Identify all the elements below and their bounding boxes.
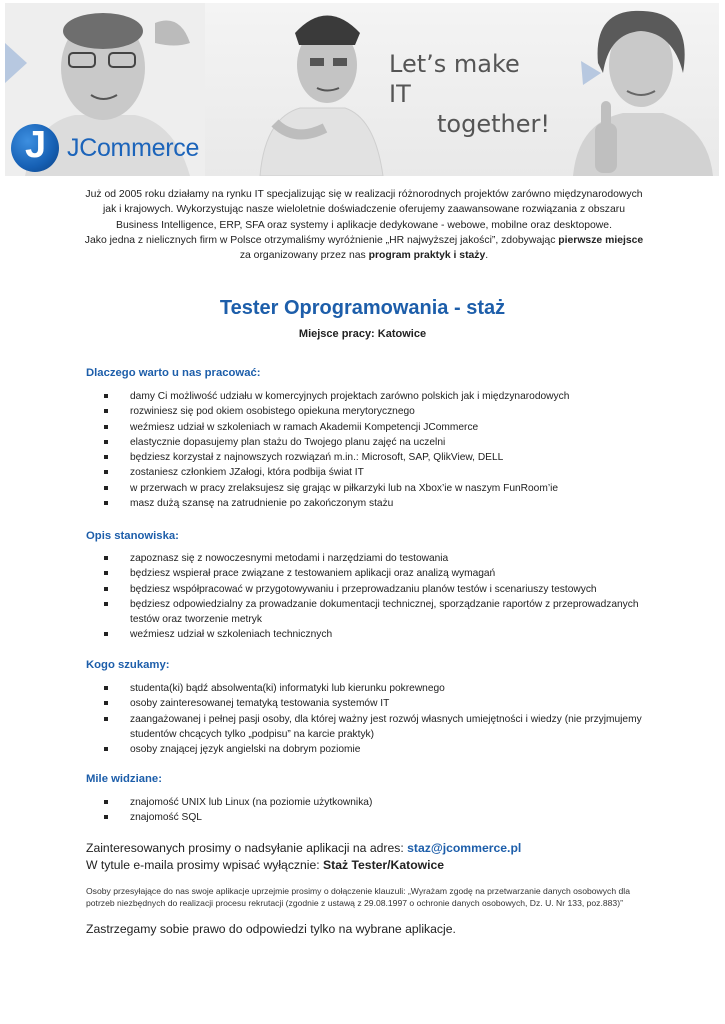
list-item: znajomość SQL bbox=[104, 810, 644, 825]
intro-p2-b: za organizowany przez nas bbox=[239, 250, 369, 262]
contact-subject: Staż Tester/Katowice bbox=[323, 858, 445, 872]
intro-paragraph-1: Już od 2005 roku działamy na rynku IT specjalizując się w realizacji różnorodnych projektów zarówno międzynarodowych jak i krajowych. Wykorzystując nasze wieloletnie doświadczenie oferujemy zaawansowane rozwiązania z obszaru Business Intelligence, ERP, SFA oraz systemy i aplikacje dedykowane - webowe, mobilne oraz desktopowe. bbox=[85, 189, 643, 231]
contact-line-email bbox=[86, 840, 646, 857]
list-item: osoby znającej język angielski na dobrym poziomie bbox=[104, 742, 644, 757]
intro-p2-bold-1: pierwsze miejsce bbox=[558, 234, 644, 246]
list-item: weźmiesz udział w szkoleniach w ramach Akademii Kompetencji JCommerce bbox=[104, 420, 644, 435]
list-item: studenta(ki) bądź absolwenta(ki) informatyki lub kierunku pokrewnego bbox=[104, 681, 644, 696]
list-item: masz dużą szansę na zatrudnienie po zakończonym stażu bbox=[104, 496, 644, 511]
contact-info bbox=[86, 840, 646, 874]
list-item: będziesz odpowiedzialny za prowadzanie dokumentacji technicznej, sporządzanie raportów z przeprowadzanych testów oraz tworzenie metryk bbox=[104, 597, 644, 628]
contact-line-subject bbox=[86, 857, 646, 874]
list-item: będziesz współpracować w przygotowywaniu i przeprowadzaniu planów testów i scenariuszy testowych bbox=[104, 582, 644, 597]
intro-p2-a: Jako jedna z nielicznych firm w Polsce otrzymaliśmy wyróżnienie „HR najwyższej jakości”, zdobywając bbox=[84, 234, 559, 246]
header-banner bbox=[5, 3, 719, 176]
list-item: zaangażowanej i pełnej pasji osoby, dla której ważny jest rozwój własnych umiejętności i wiedzy (nie przyjmujemy studentów chcących tylko „podpisu” na karcie praktyk) bbox=[104, 712, 644, 743]
list-item: damy Ci możliwość udziału w komercyjnych projektach zarówno polskich jak i międzynarodowych bbox=[104, 389, 644, 404]
logo-wordmark: JCommerce bbox=[67, 134, 200, 162]
intro-p2-bold-2: program praktyk i staży bbox=[368, 250, 486, 262]
list-item: rozwiniesz się pod okiem osobistego opiekuna merytorycznego bbox=[104, 404, 644, 419]
reserve-notice: Zastrzegamy sobie prawo do odpowiedzi tylko na wybrane aplikacje. bbox=[86, 922, 456, 936]
list-item: zapoznasz się z nowoczesnymi metodami i narzędziami do testowania bbox=[104, 551, 644, 566]
slogan-line-2: together! bbox=[437, 110, 550, 138]
list-item: w przerwach w pracy zrelaksujesz się grając w piłkarzyki lub na Xbox’ie w naszym FunRoom’ie bbox=[104, 481, 644, 496]
company-intro bbox=[84, 187, 644, 263]
slogan bbox=[385, 49, 550, 139]
nice-to-have-list bbox=[104, 795, 644, 826]
company-logo bbox=[11, 121, 201, 175]
logo-letter: J bbox=[25, 124, 47, 166]
why-list bbox=[104, 389, 644, 511]
job-title: Tester Oprogramowania - staż bbox=[219, 297, 506, 319]
section-heading-why: Dlaczego warto u nas pracować: bbox=[86, 367, 261, 379]
person-photo-middle bbox=[255, 3, 385, 176]
list-item: będziesz korzystał z najnowszych rozwiązań m.in.: Microsoft, SAP, QlikView, DELL bbox=[104, 450, 644, 465]
intro-paragraph-2 bbox=[84, 233, 644, 264]
section-heading-who: Kogo szukamy: bbox=[86, 659, 170, 671]
section-heading-nice-to-have: Mile widziane: bbox=[86, 773, 162, 785]
privacy-clause: Osoby przesyłające do nas swoje aplikacje uprzejmie prosimy o dołączenie klauzuli: „Wyrażam zgodę na przetwarzanie danych osobowych dla potrzeb niezbędnych do realizacji procesu rekrutacji (zgodnie z ustawą z 29.08.1997 o ochronie danych osobowych, Dz. U. Nr 133, poz.883)” bbox=[86, 886, 630, 908]
list-item: weźmiesz udział w szkoleniach technicznych bbox=[104, 627, 644, 642]
person-photo-right bbox=[543, 3, 719, 176]
who-list bbox=[104, 681, 644, 757]
contact-email-prefix: Zainteresowanych prosimy o nadsyłanie aplikacji na adres: bbox=[86, 841, 408, 855]
list-item: zostaniesz członkiem JZałogi, która podbija świat IT bbox=[104, 465, 644, 480]
list-item: będziesz wspierał prace związane z testowaniem aplikacji oraz analizą wymagań bbox=[104, 566, 644, 581]
section-heading-description: Opis stanowiska: bbox=[86, 530, 179, 542]
job-location: Miejsce pracy: Katowice bbox=[298, 328, 427, 340]
list-item: elastycznie dopasujemy plan stażu do Twojego planu zajęć na uczelni bbox=[104, 435, 644, 450]
contact-subject-prefix: W tytule e-maila prosimy wpisać wyłącznie: bbox=[86, 858, 324, 872]
contact-email-link[interactable]: staz@jcommerce.pl bbox=[407, 841, 522, 855]
description-list bbox=[104, 551, 644, 643]
slogan-line-1: Let’s make IT bbox=[389, 50, 520, 108]
list-item: osoby zainteresowanej tematyką testowania systemów IT bbox=[104, 696, 644, 711]
intro-p2-c: . bbox=[485, 250, 489, 262]
list-item: znajomość UNIX lub Linux (na poziomie użytkownika) bbox=[104, 795, 644, 810]
